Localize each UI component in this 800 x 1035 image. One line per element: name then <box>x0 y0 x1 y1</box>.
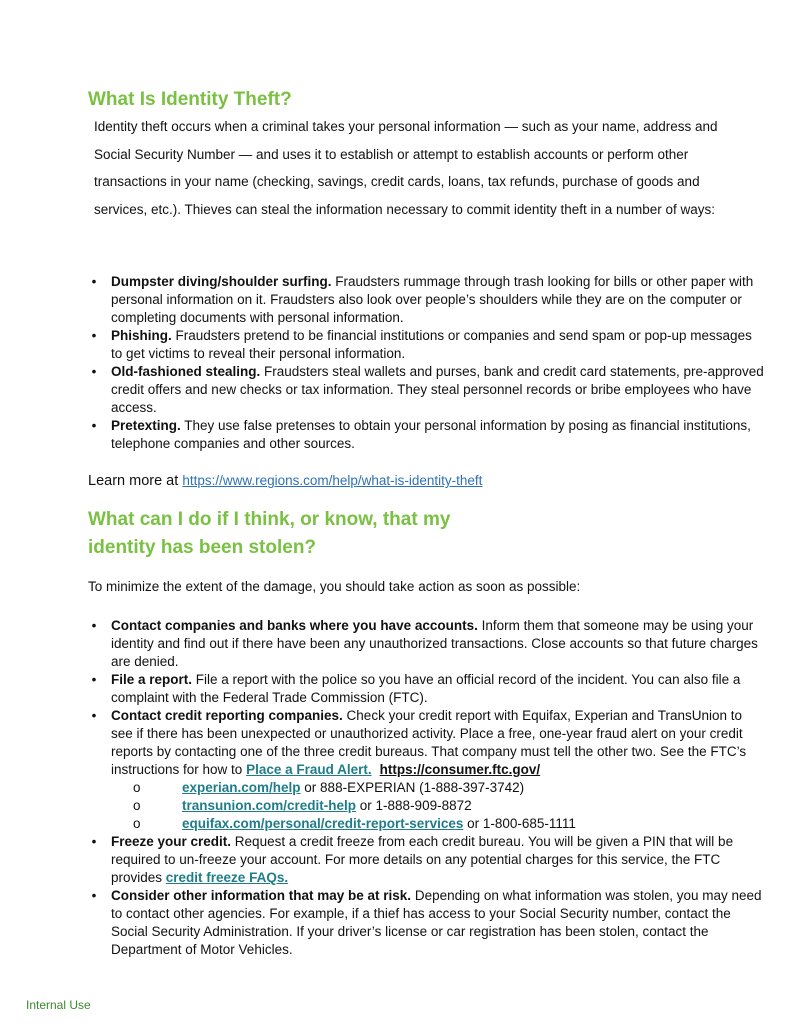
list-item <box>88 273 764 327</box>
item-term: Freeze your credit. <box>111 834 232 849</box>
item-term: Old-fashioned stealing. <box>111 364 261 379</box>
fraud-alert-link[interactable]: Place a Fraud Alert. <box>246 762 372 777</box>
actions-list <box>88 617 764 959</box>
bureau-phone: or 1-800-685-1111 <box>463 816 576 831</box>
item-term: Dumpster diving/shoulder surfing. <box>111 274 332 289</box>
item-text: Request a credit freeze from each credit bureau. You will be given a PIN that will be required to un-freeze your account. For more details on any potential charges for this service, the FTC provides <box>111 834 734 885</box>
item-term: Phishing. <box>111 328 172 343</box>
list-item <box>88 363 764 417</box>
item-term: Consider other information that may be at risk. <box>111 888 412 903</box>
bureau-item <box>111 815 764 833</box>
footer-classification: Internal Use <box>26 998 91 1012</box>
bullet-icon: • <box>91 888 97 903</box>
list-item <box>88 707 764 833</box>
item-term: Contact credit reporting companies. <box>111 708 343 723</box>
learn-more-link[interactable]: https://www.regions.com/help/what-is-identity-theft <box>182 473 483 488</box>
bureau-item <box>111 779 764 797</box>
sub-bullet-icon: o <box>133 816 141 831</box>
methods-list <box>88 273 764 453</box>
bureau-item <box>111 797 764 815</box>
bullet-icon: • <box>91 364 97 379</box>
bureau-phone: or 1-888-909-8872 <box>356 798 472 813</box>
ftc-link[interactable]: https://consumer.ftc.gov/ <box>379 762 541 777</box>
list-item <box>88 833 764 887</box>
list-item <box>88 327 764 363</box>
bullet-icon: • <box>91 418 97 433</box>
sub-bullet-icon: o <box>133 798 141 813</box>
learn-more-line <box>88 473 482 489</box>
credit-freeze-faq-link[interactable]: credit freeze FAQs. <box>165 870 289 885</box>
item-text: Fraudsters steal wallets and purses, bank and credit card statements, pre-approved credit offers and new checks or tax information. They steal personnel records or bribe employees who have access. <box>111 364 764 415</box>
list-item <box>88 417 764 453</box>
sub-bullet-icon: o <box>133 780 141 795</box>
experian-link[interactable]: experian.com/help <box>182 780 301 795</box>
list-item <box>88 671 764 707</box>
item-text: Fraudsters rummage through trash looking for bills or other paper with personal information on it. Fraudsters also look over people’s shoulders while they are on the computer or completing documents with personal information. <box>111 274 754 325</box>
item-text: File a report with the police so you have an official record of the incident. You can also file a complaint with the Federal Trade Commission (FTC). <box>111 672 741 705</box>
bullet-icon: • <box>91 328 97 343</box>
section-heading-identity-theft: What Is Identity Theft? <box>88 89 292 110</box>
bureau-phone: or 888-EXPERIAN (1-888-397-3742) <box>300 780 525 795</box>
bureau-list <box>111 779 764 833</box>
equifax-link[interactable]: equifax.com/personal/credit-report-services <box>182 816 464 831</box>
bullet-icon: • <box>91 618 97 633</box>
item-term: Pretexting. <box>111 418 181 433</box>
item-text: They use false pretenses to obtain your personal information by posing as financial institutions, telephone companies and other sources. <box>111 418 751 451</box>
item-term: File a report. <box>111 672 193 687</box>
list-item <box>88 617 764 671</box>
lead-paragraph: To minimize the extent of the damage, you should take action as soon as possible: <box>88 579 581 594</box>
list-item <box>88 887 764 959</box>
bullet-icon: • <box>91 274 97 289</box>
transunion-link[interactable]: transunion.com/credit-help <box>182 798 357 813</box>
item-text: Inform them that someone may be using your identity and find out if there have been any unauthorized transactions. Close accounts so that future charges are denied. <box>111 618 758 669</box>
item-text: Depending on what information was stolen, you may need to contact other agencies. For example, if a thief has access to your Social Security number, contact the Social Security Administration. If your driver’s license or car registration has been stolen, contact the Department of Motor Vehicles. <box>111 888 762 957</box>
bullet-icon: • <box>91 708 97 723</box>
section-heading-identity-stolen: What can I do if I think, or know, that my identity has been stolen? <box>88 509 451 558</box>
item-text: Fraudsters pretend to be financial institutions or companies and send spam or pop-up messages to get victims to reveal their personal information. <box>111 328 752 361</box>
learn-more-label: Learn more at <box>88 473 179 489</box>
item-text: Check your credit report with Equifax, Experian and TransUnion to see if there has been unexpected or unauthorized activity. Place a free, one-year fraud alert on your credit reports by contacting one of the three credit bureaus. That company must tell the other two. See the FTC’s instructions for how to <box>111 708 747 777</box>
bullet-icon: • <box>91 672 97 687</box>
bullet-icon: • <box>91 834 97 849</box>
item-term: Contact companies and banks where you have accounts. <box>111 618 478 633</box>
intro-paragraph: Identity theft occurs when a criminal takes your personal information — such as your name, address and Social Security Number — and uses it to establish or attempt to establish accounts or perform other transactions in your name (checking, savings, credit cards, loans, tax refunds, purchase of goods and services, etc.). Thieves can steal the information necessary to commit identity theft in a number of ways: <box>94 119 718 217</box>
